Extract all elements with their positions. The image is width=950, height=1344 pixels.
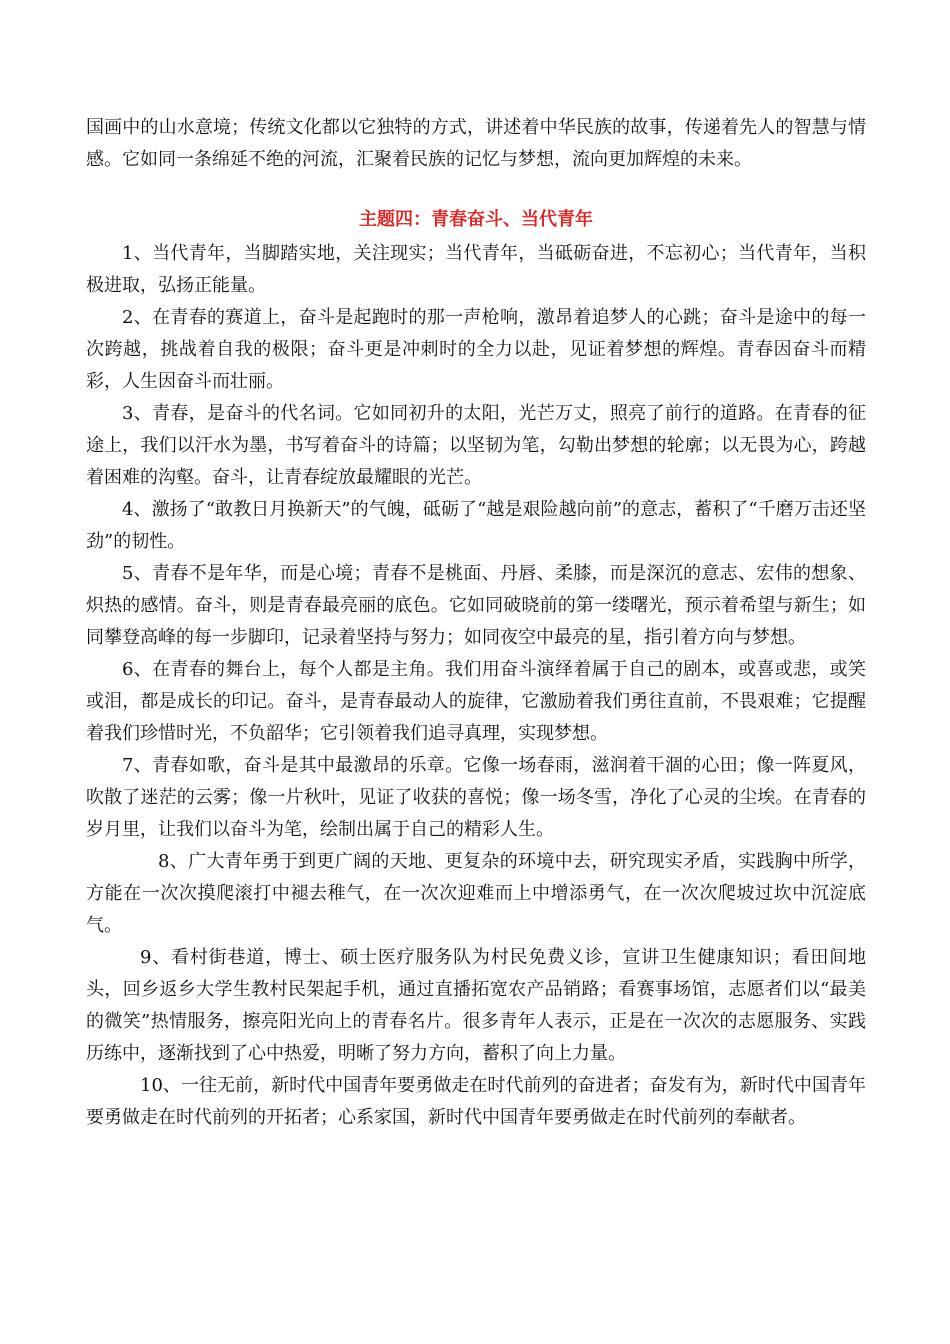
document-page: [86, 112, 866, 1134]
paragraph-5: 5、青春不是年华，而是心境；青春不是桃面、丹唇、柔膝，而是深沉的意志、宏伟的想象、炽热的感情。奋斗，则是青春最亮丽的底色。它如同破晓前的第一缕曙光，预示着希望与新生；如同攀登高峰的每一步脚印，记录着坚持与努力；如同夜空中最亮的星，指引着方向与梦想。: [86, 563, 866, 648]
intro-paragraph: 国画中的山水意境；传统文化都以它独特的方式，讲述着中华民族的故事，传递着先人的智慧与情感。它如同一条绵延不绝的河流，汇聚着民族的记忆与梦想，流向更加辉煌的未来。: [86, 117, 866, 170]
paragraph-4: 4、激扬了“敢教日月换新天”的气魄，砥砺了“越是艰险越向前”的意志，蓄积了“千磨万击还坚劲”的韧性。: [86, 499, 866, 552]
paragraph-6: 6、在青春的舞台上，每个人都是主角。我们用奋斗演绎着属于自己的剧本，或喜或悲，或笑或泪，都是成长的印记。奋斗，是青春最动人的旋律，它激励着我们勇往直前，不畏艰难；它提醒着我们珍惜时光，不负韶华；它引领着我们追寻真理，实现梦想。: [86, 659, 866, 744]
section-title: 主题四：青春奋斗、当代青年: [359, 209, 593, 230]
paragraph-8: 8、广大青年勇于到更广阔的天地、更复杂的环境中去，研究现实矛盾，实践胸中所学，方能在一次次摸爬滚打中褪去稚气，在一次次迎难而上中增添勇气，在一次次爬坡过坎中沉淀底气。: [86, 851, 866, 936]
paragraph-3: 3、青春，是奋斗的代名词。它如同初升的太阳，光芒万丈，照亮了前行的道路。在青春的征途上，我们以汗水为墨，书写着奋斗的诗篇；以坚韧为笔，勾勒出梦想的轮廓；以无畏为心，跨越着困难的沟壑。奋斗，让青春绽放最耀眼的光芒。: [86, 403, 866, 488]
paragraph-2: 2、在青春的赛道上，奋斗是起跑时的那一声枪响，激昂着追梦人的心跳；奋斗是途中的每一次跨越，挑战着自我的极限；奋斗更是冲刺时的全力以赴，见证着梦想的辉煌。青春因奋斗而精彩，人生因奋斗而壮丽。: [86, 307, 866, 392]
paragraph-7: 7、青春如歌，奋斗是其中最激昂的乐章。它像一场春雨，滋润着干涸的心田；像一阵夏风，吹散了迷茫的云雾；像一片秋叶，见证了收获的喜悦；像一场冬雪，净化了心灵的尘埃。在青春的岁月里，让我们以奋斗为笔，绘制出属于自己的精彩人生。: [86, 755, 866, 840]
paragraph-1: 1、当代青年，当脚踏实地，关注现实；当代青年，当砥砺奋进，不忘初心；当代青年，当积极进取，弘扬正能量。: [86, 243, 866, 296]
paragraph-9: 9、看村街巷道，博士、硕士医疗服务队为村民免费义诊，宣讲卫生健康知识；看田间地头，回乡返乡大学生教村民架起手机，通过直播拓宽农产品销路；看赛事场馆，志愿者们以“最美的微笑”热情服务，擦亮阳光向上的青春名片。很多青年人表示，正是在一次次的志愿服务、实践历练中，逐渐找到了心中热爱，明晰了努力方向，蓄积了向上力量。: [86, 947, 866, 1064]
paragraph-10: 10、一往无前，新时代中国青年要勇做走在时代前列的奋进者；奋发有为，新时代中国青年要勇做走在时代前列的开拓者；心系家国，新时代中国青年要勇做走在时代前列的奉献者。: [86, 1075, 866, 1128]
